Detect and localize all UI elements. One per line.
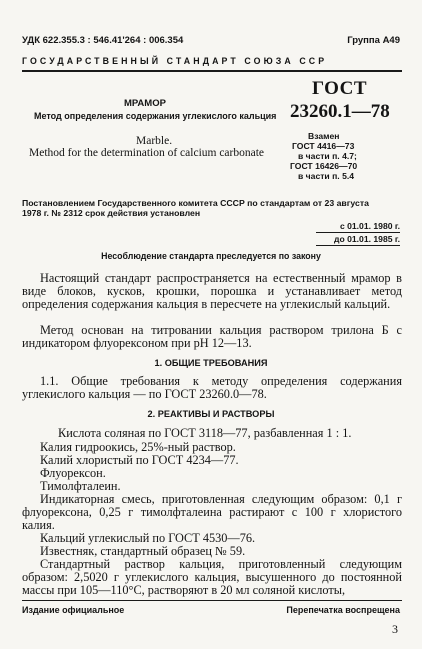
validity-rule-1 [316,232,400,233]
title-ru-main: МРАМОР [124,98,166,109]
gost-number: 23260.1—78 [290,101,390,122]
validity-to: до 01.01. 1985 г. [334,234,400,244]
legal-notice: Несоблюдение стандарта преследуется по закону [101,251,321,261]
standard-line: ГОСУДАРСТВЕННЫЙ СТАНДАРТ СОЮЗА ССР [22,56,328,66]
paragraph-standard-solution: Стандартный раствор кальция, приготовленный следующим образом: 2,5020 г углекислого кальция, высушенного до постоянной массы при 105—110°С, растворяют в 20 мл соляной кислоты, [22,557,402,598]
gost-label: ГОСТ [312,78,368,99]
paragraph-method: Метод основан на титровании кальция раствором трилона Б с индикатором флуорексоном при pH 12—13. [22,323,402,351]
paragraph-scope: Настоящий стандарт распространяется на естественный мрамор в виде блоков, кусков, крошки, порошка и устанавливает метод определения содержания кальция в пересчете на углекислый кальций. [22,271,402,312]
reagent-kcl: Калий хлористый по ГОСТ 4234—77. [40,453,239,467]
footer-reprint-prohibited: Перепечатка воспрещена [286,605,400,615]
reagent-limestone: Известняк, стандартный образец № 59. [40,544,246,558]
replaces-part-5-4: в части п. 5.4 [298,171,355,181]
paragraph-indicator-mixture: Индикаторная смесь, приготовленная следующим образом: 0,1 г флуорексона, 0,25 г тимолфталеина растирают с 100 г хлористого калия. [22,492,402,533]
title-ru-sub: Метод определения содержания углекислого кальция [34,111,277,121]
udk-code: УДК 622.355.3 : 546.41'264 : 006.354 [22,35,184,46]
paragraph-1-1: 1.1. Общие требования к методу определения содержания углекислого кальция — по ГОСТ 23260.0—78. [22,374,402,402]
validity-rule-2 [316,245,400,246]
header-rule [22,70,402,72]
validity-from: с 01.01. 1980 г. [339,221,400,231]
replaces-part-4-7: в части п. 4.7; [298,151,357,161]
title-en-main: Marble. [136,135,173,147]
footer-rule [22,600,402,601]
reagent-caco3: Кальций углекислый по ГОСТ 4530—76. [40,531,256,545]
decree-line-1: Постановлением Государственного комитета СССР по стандартам от 23 августа [22,198,369,208]
decree-line-2: 1978 г. № 2312 срок действия установлен [22,208,201,218]
footer-official-edition: Издание официальное [22,605,125,615]
section-reagents: 2. РЕАКТИВЫ И РАСТВОРЫ [147,409,275,419]
reagent-koh: Калия гидроокись, 25%-ный раствор. [40,440,236,454]
reagent-thymolphthalein: Тимолфталеин. [40,479,121,493]
group-code: Группа А49 [347,35,400,46]
title-en-sub: Method for the determination of calcium carbonate [29,147,265,159]
reagent-fluorexon: Флуорексон. [40,466,106,480]
page-number: 3 [392,622,398,636]
replaces-label: Взамен [308,131,340,141]
reagent-hcl: Кислота соляная по ГОСТ 3118—77, разбавленная 1 : 1. [58,426,352,440]
replaces-gost-16426: ГОСТ 16426—70 [290,161,358,171]
section-general-requirements: 1. ОБЩИЕ ТРЕБОВАНИЯ [154,358,268,368]
replaces-gost-4416: ГОСТ 4416—73 [292,141,355,151]
